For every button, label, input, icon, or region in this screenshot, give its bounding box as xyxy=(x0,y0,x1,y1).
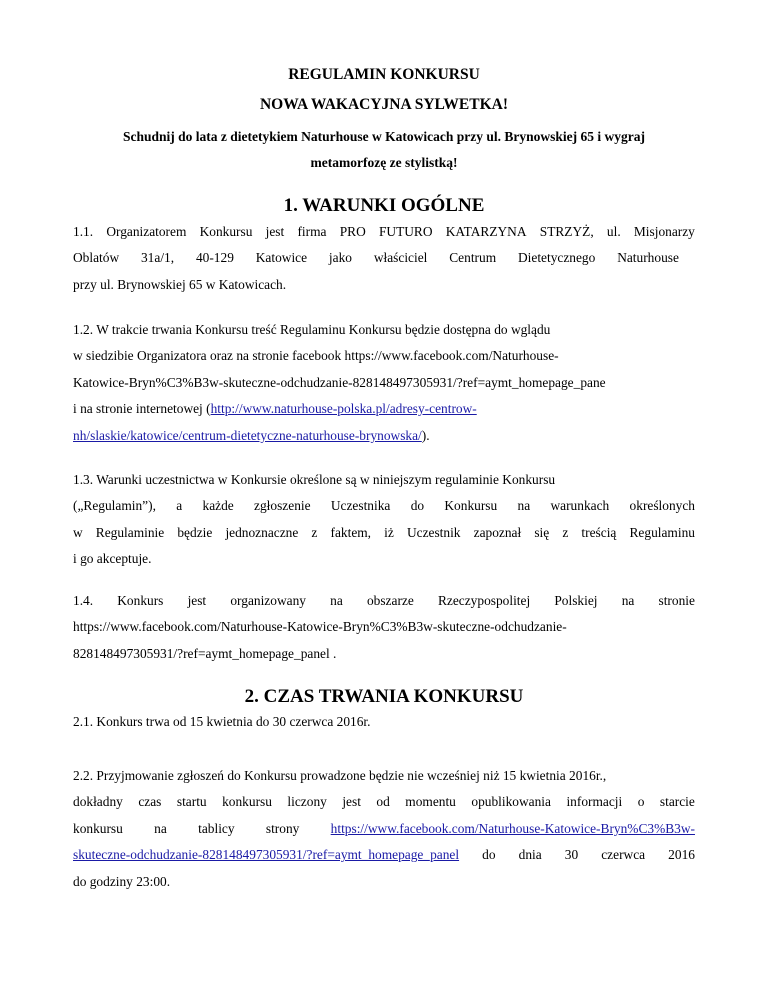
paragraph-2-2 xyxy=(73,763,695,895)
word: starcie xyxy=(659,794,695,810)
section-heading-1: 1. WARUNKI OGÓLNE xyxy=(283,195,485,216)
word: tablicy xyxy=(198,820,235,836)
word: dokładny xyxy=(73,794,123,810)
para-text: ). xyxy=(421,427,430,443)
word: na xyxy=(517,498,531,514)
para-line: https://www.facebook.com/Naturhouse-Katowice-Bryn%C3%B3w-skuteczne-odchudzanie- xyxy=(73,619,567,635)
word: faktem, xyxy=(330,524,372,540)
word: Polskiej xyxy=(554,593,598,608)
word: Uczestnik xyxy=(406,524,461,540)
word: Katowice xyxy=(255,250,308,266)
para-text: i na stronie internetowej ( xyxy=(73,401,211,417)
document-title: REGULAMIN KONKURSU xyxy=(288,66,480,83)
word: czas xyxy=(138,794,162,810)
para-line xyxy=(73,423,695,449)
paragraph-1-3 xyxy=(73,467,695,573)
word: 2016 xyxy=(668,847,695,863)
word: Organizatorem xyxy=(106,224,187,239)
word: ul. xyxy=(606,224,621,239)
word: czerwca xyxy=(601,847,646,863)
word: Regulaminie xyxy=(95,524,165,540)
word: zgłoszenie xyxy=(254,498,311,514)
word: jest xyxy=(265,224,285,239)
word: konkursu xyxy=(73,820,123,836)
word: startu xyxy=(176,794,207,810)
word: każde xyxy=(202,498,234,514)
word: zapoznał xyxy=(473,524,522,540)
para-line: 2.2. Przyjmowanie zgłoszeń do Konkursu prowadzone będzie nie wcześniej niż 15 kwietnia 2016r., xyxy=(73,768,607,783)
para-line: 828148497305931/?ref=aymt_homepage_panel . xyxy=(73,645,337,661)
document-tagline xyxy=(72,124,696,176)
facebook-page-link-continued[interactable]: skuteczne-odchudzanie-828148497305931/?ref=aymt_homepage_panel xyxy=(73,847,460,863)
word: na xyxy=(154,820,167,836)
word: obszarze xyxy=(366,593,414,608)
word: liczony xyxy=(287,794,327,810)
word: będzie xyxy=(177,524,213,540)
word: PRO xyxy=(339,224,366,239)
section-heading-2: 2. CZAS TRWANIA KONKURSU xyxy=(244,686,524,707)
naturhouse-url-link-continued[interactable]: nh/slaskie/katowice/centrum-dietetyczne-naturhouse-brynowska/ xyxy=(73,427,422,443)
para-line: 2.1. Konkurs trwa od 15 kwietnia do 30 czerwca 2016r. xyxy=(73,714,371,729)
word: konkursu xyxy=(222,794,272,810)
para-line xyxy=(73,789,695,815)
word: Konkursu xyxy=(199,224,253,239)
word: jednoznaczne xyxy=(225,524,299,540)
word: jest xyxy=(187,593,207,608)
word: KATARZYNA xyxy=(445,224,527,239)
word: Uczestnika xyxy=(330,498,391,514)
word: określonych xyxy=(629,498,695,514)
para-line: i go akceptuje. xyxy=(73,551,152,567)
para-line xyxy=(73,493,695,519)
word: Dietetycznego xyxy=(517,250,596,266)
para-line: do godziny 23:00. xyxy=(73,873,171,889)
para-line: w siedzibie Organizatora oraz na stronie facebook https://www.facebook.com/Naturhouse- xyxy=(73,348,559,364)
paragraph-1-1 xyxy=(73,219,695,298)
word: 31a/1, xyxy=(140,250,175,266)
word: na xyxy=(621,593,635,608)
paragraph-2-1 xyxy=(73,709,695,735)
para-line xyxy=(73,842,695,868)
facebook-page-link[interactable]: https://www.facebook.com/Naturhouse-Katowice-Bryn%C3%B3w- xyxy=(330,820,695,836)
para-line: Katowice-Bryn%C3%B3w-skuteczne-odchudzanie-828148497305931/?ref=aymt_homepage_pane xyxy=(73,374,606,390)
para-line xyxy=(73,245,679,271)
word: Centrum xyxy=(449,250,497,266)
word: się xyxy=(534,524,550,540)
word: momentu xyxy=(405,794,456,810)
tagline-line-1: Schudnij do lata z dietetykiem Naturhouse w Katowicach przy ul. Brynowskiej 65 i wygraj xyxy=(123,129,645,144)
word: firma xyxy=(297,224,327,239)
word: o xyxy=(637,794,645,810)
word: jako xyxy=(328,250,352,266)
word: Oblatów xyxy=(73,250,120,266)
para-line xyxy=(73,396,695,422)
word: Misjonarzy xyxy=(633,224,695,239)
word: od xyxy=(376,794,390,810)
word: 30 xyxy=(564,847,579,863)
word: stronie xyxy=(658,593,695,608)
word: strony xyxy=(265,820,300,836)
word: Konkurs xyxy=(117,593,164,608)
para-line xyxy=(73,520,695,546)
paragraph-1-4 xyxy=(73,588,695,667)
word: do xyxy=(482,847,496,863)
word: iż xyxy=(384,524,394,540)
word: FUTURO xyxy=(378,224,433,239)
word: Rzeczypospolitej xyxy=(437,593,531,608)
word: („Regulamin”), xyxy=(73,498,156,514)
word: opublikowania xyxy=(471,794,551,810)
word: do xyxy=(410,498,425,514)
word: 1.4. xyxy=(73,593,94,608)
word: Konkursu xyxy=(444,498,498,514)
word: treścią xyxy=(581,524,617,540)
word: 1.1. xyxy=(73,224,94,239)
naturhouse-url-link[interactable]: http://www.naturhouse-polska.pl/adresy-centrow- xyxy=(210,401,477,417)
word: właściciel xyxy=(373,250,428,266)
word: dnia xyxy=(518,847,542,863)
word: 40-129 xyxy=(195,250,234,266)
word: STRZYŻ, xyxy=(539,224,594,239)
para-line xyxy=(73,816,695,842)
word: z xyxy=(311,524,318,540)
word: warunkach xyxy=(550,498,610,514)
para-line xyxy=(73,588,695,614)
word: z xyxy=(562,524,569,540)
word: Naturhouse xyxy=(617,250,679,266)
document-subtitle: NOWA WAKACYJNA SYLWETKA! xyxy=(259,96,509,113)
word: na xyxy=(330,593,343,608)
para-line: 1.2. W trakcie trwania Konkursu treść Regulaminu Konkursu będzie dostępna do wglądu xyxy=(73,322,551,337)
para-line: 1.3. Warunki uczestnictwa w Konkursie określone są w niniejszym regulaminie Konkursu xyxy=(73,472,556,487)
word: informacji xyxy=(566,794,623,810)
word: organizowany xyxy=(230,593,306,608)
paragraph-1-2 xyxy=(73,317,695,449)
word: jest xyxy=(342,794,361,810)
word: a xyxy=(176,498,183,514)
word: Regulaminu xyxy=(629,524,695,540)
para-line: przy ul. Brynowskiej 65 w Katowicach. xyxy=(73,276,287,292)
word: w xyxy=(73,524,83,540)
para-line xyxy=(73,219,695,245)
tagline-line-2: metamorfozę ze stylistką! xyxy=(310,155,458,170)
